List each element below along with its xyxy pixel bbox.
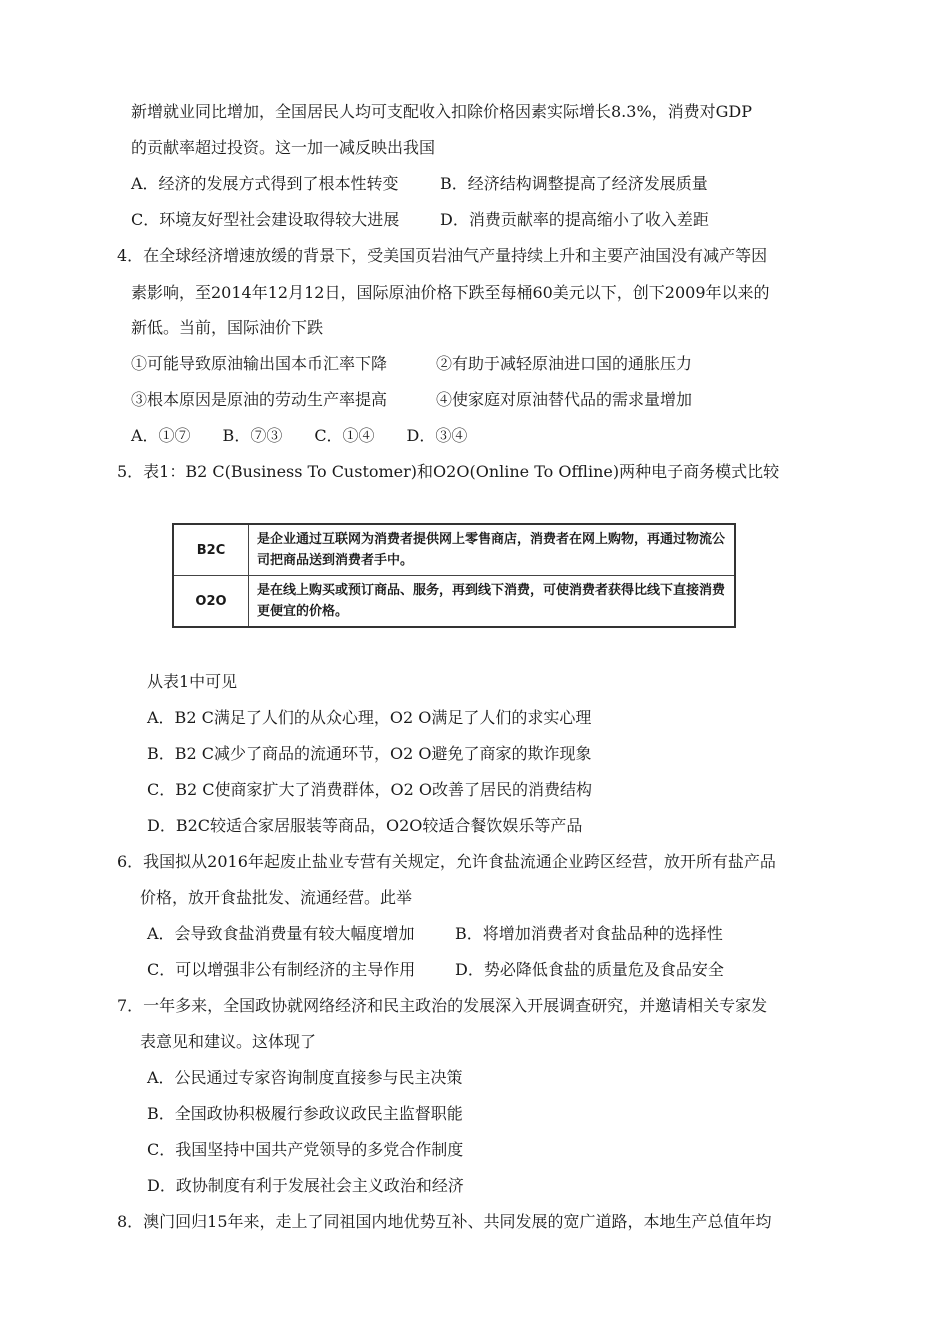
q6-option-d: D．势必降低食盐的质量危及食品安全 [455, 960, 724, 979]
q7-option-d: D．政协制度有利于发展社会主义政治和经济 [147, 1176, 464, 1195]
q8-stem-1: 8．澳门回归15年来，走上了同祖国内地优势互补、共同发展的宽广道路，本地生产总值年均 [117, 1212, 772, 1231]
q4-statement-2: ②有助于减轻原油进口国的通胀压力 [436, 354, 693, 373]
q5-option-c: C．B2 C使商家扩大了消费群体，O2 O改善了居民的消费结构 [147, 780, 593, 799]
table-desc-b2c: 是企业通过互联网为消费者提供网上零售商店，消费者在网上购物，再通过物流公司把商品送到消费者手中。 [249, 524, 736, 576]
q3-option-d: D．消费贡献率的提高缩小了收入差距 [440, 210, 709, 229]
table-desc-o2o: 是在线上购买或预订商品、服务，再到线下消费，可使消费者获得比线下直接消费更便宜的价格。 [249, 576, 736, 628]
q4-statement-3: ③根本原因是原油的劳动生产率提高 [131, 390, 388, 409]
table-key-o2o: O2O [173, 576, 249, 628]
q4-statement-1: ①可能导致原油输出国本币汇率下降 [131, 354, 388, 373]
q6-stem-2: 价格，放开食盐批发、流通经营。此举 [140, 888, 413, 907]
q7-stem-1: 7．一年多来，全国政协就网络经济和民主政治的发展深入开展调查研究，并邀请相关专家发 [117, 996, 768, 1015]
q6-option-b: B．将增加消费者对食盐品种的选择性 [455, 924, 723, 943]
q5-option-b: B．B2 C减少了商品的流通环节，O2 O避免了商家的欺诈现象 [147, 744, 592, 763]
q7-option-c: C．我国坚持中国共产党领导的多党合作制度 [147, 1140, 464, 1159]
table-key-b2c: B2C [173, 524, 249, 576]
q4-options: A．①⑦ B．⑦③ C．①④ D．③④ [131, 426, 468, 445]
q4-stem-3: 新低。当前，国际油价下跌 [131, 318, 324, 337]
q6-option-a: A．会导致食盐消费量有较大幅度增加 [147, 924, 415, 943]
comparison-table [172, 523, 736, 628]
line-intro-2: 的贡献率超过投资。这一加一减反映出我国 [131, 138, 436, 157]
q5-option-a: A．B2 C满足了人们的从众心理，O2 O满足了人们的求实心理 [147, 708, 592, 727]
q4-stem-2: 素影响，至2014年12月12日，国际原油价格下跌至每桶60美元以下，创下2009年以来的 [131, 283, 770, 302]
table-row [173, 576, 735, 628]
line-intro-1: 新增就业同比增加，全国居民人均可支配收入扣除价格因素实际增长8.3%，消费对GDP [131, 102, 753, 121]
q5-option-d: D．B2C较适合家居服装等商品，O2O较适合餐饮娱乐等产品 [147, 816, 583, 835]
q3-option-b: B．经济结构调整提高了经济发展质量 [440, 174, 708, 193]
q3-option-a: A．经济的发展方式得到了根本性转变 [131, 174, 399, 193]
q6-option-c: C．可以增强非公有制经济的主导作用 [147, 960, 416, 979]
q5-stem: 5．表1：B2 C(Business To Customer)和O2O(Online To Offline)两种电子商务模式比较 [117, 462, 780, 481]
q6-stem-1: 6．我国拟从2016年起废止盐业专营有关规定，允许食盐流通企业跨区经营，放开所有盐产品 [117, 852, 776, 871]
q7-option-a: A．公民通过专家咨询制度直接参与民主决策 [147, 1068, 463, 1087]
q4-statement-4: ④使家庭对原油替代品的需求量增加 [436, 390, 693, 409]
table-row [173, 524, 735, 576]
q5-lead: 从表1中可见 [147, 672, 238, 691]
q4-stem-1: 4．在全球经济增速放缓的背景下，受美国页岩油气产量持续上升和主要产油国没有减产等因 [117, 246, 768, 265]
q3-option-c: C．环境友好型社会建设取得较大进展 [131, 210, 400, 229]
q7-option-b: B．全国政协积极履行参政议政民主监督职能 [147, 1104, 463, 1123]
q7-stem-2: 表意见和建议。这体现了 [140, 1032, 317, 1051]
